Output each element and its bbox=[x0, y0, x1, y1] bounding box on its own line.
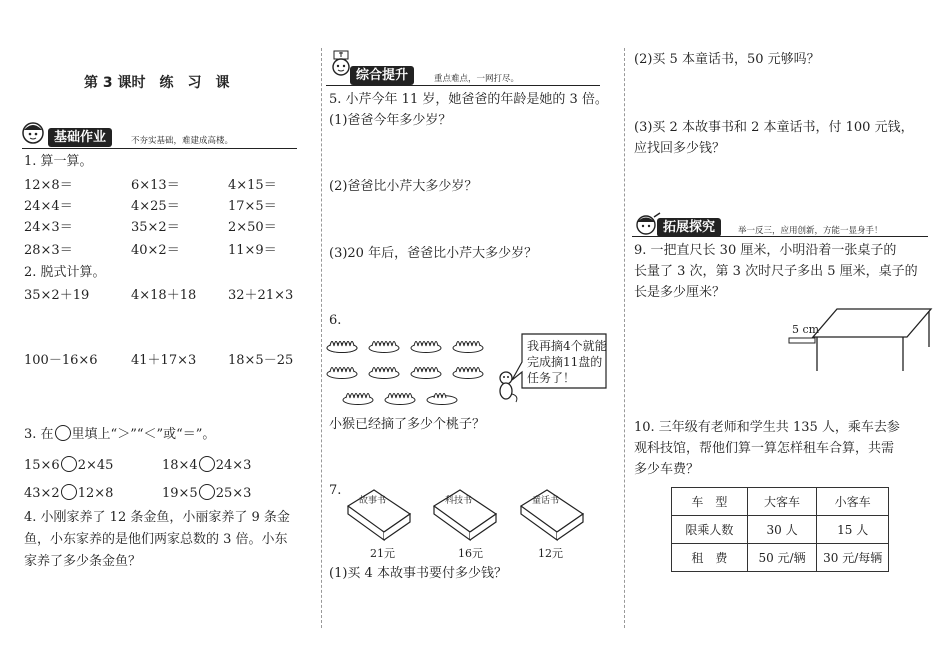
q1-item: 24×3＝ bbox=[24, 220, 73, 235]
q1-item: 4×15＝ bbox=[228, 178, 277, 193]
q7-sub3-line: (3)买 2 本故事书和 2 本童话书，付 100 元钱， bbox=[634, 120, 914, 135]
table-cell: 30 元/每辆 bbox=[817, 544, 889, 572]
q2-item: 18×5－25 bbox=[228, 353, 294, 368]
q3-right: 12×8 bbox=[77, 486, 114, 501]
section-rule-basic bbox=[22, 148, 297, 149]
q5-stem: 5. 小芹今年 11 岁，她爸爸的年龄是她的 3 倍。 bbox=[329, 92, 608, 107]
q1-item: 11×9＝ bbox=[228, 243, 277, 258]
q10-line: 多少车费？ bbox=[634, 462, 700, 477]
q4-line: 鱼，小东家养的是他们两家总数的 3 倍。小东 bbox=[24, 532, 288, 547]
book-title: 科技书 bbox=[445, 496, 473, 506]
table-header-cell: 大客车 bbox=[747, 488, 817, 516]
section-badge-basic: 基础作业 bbox=[48, 128, 112, 147]
q5-sub3: (3)20 年后，爸爸比小芹大多少岁？ bbox=[329, 246, 538, 261]
q7-number: 7. bbox=[329, 483, 342, 498]
table-cell: 50 元/辆 bbox=[747, 544, 817, 572]
q5-sub2: (2)爸爸比小芹大多少岁？ bbox=[329, 179, 478, 194]
q3-left: 43×2 bbox=[24, 486, 60, 501]
q2-item: 32＋21×3 bbox=[228, 288, 294, 303]
q3-pair bbox=[24, 456, 113, 474]
q3-left: 19×5 bbox=[162, 486, 198, 501]
q2-title: 2. 脱式计算。 bbox=[24, 265, 106, 280]
speech-bubble-line: 我再摘4个就能 bbox=[527, 339, 607, 353]
section-slogan-comprehensive: 重点难点，一网打尽。 bbox=[434, 74, 520, 84]
q4-line: 4. 小刚家养了 12 条金鱼，小丽家养了 9 条金 bbox=[24, 510, 290, 525]
section-slogan-basic: 不夯实基础，难建成高楼。 bbox=[131, 136, 234, 146]
section-badge-comprehensive: 综合提升 bbox=[350, 66, 414, 85]
q2-item: 4×18＋18 bbox=[131, 288, 197, 303]
column-divider-left bbox=[321, 48, 322, 628]
table-cell: 15 人 bbox=[817, 516, 889, 544]
table-cell: 30 人 bbox=[747, 516, 817, 544]
book-title: 童话书 bbox=[532, 496, 560, 506]
bus-fee-table bbox=[671, 487, 889, 572]
q4-line: 家养了多少条金鱼？ bbox=[24, 554, 142, 569]
table-row bbox=[672, 488, 889, 516]
lesson-title: 第 3 课时 练 习 课 bbox=[84, 75, 230, 91]
q3-left: 18×4 bbox=[162, 458, 198, 473]
answer-circle-input[interactable] bbox=[61, 484, 77, 500]
table-row bbox=[672, 544, 889, 572]
student-mascot-icon bbox=[20, 120, 50, 146]
q1-item: 28×3＝ bbox=[24, 243, 73, 258]
q9-line: 长是多少厘米？ bbox=[634, 285, 726, 300]
q3-title bbox=[24, 425, 215, 443]
speech-bubble-line: 任务了！ bbox=[527, 371, 576, 385]
q6-question: 小猴已经摘了多少个桃子？ bbox=[329, 417, 486, 432]
q1-item: 40×2＝ bbox=[131, 243, 180, 258]
q2-item: 35×2＋19 bbox=[24, 288, 90, 303]
section-rule-comprehensive bbox=[326, 85, 600, 86]
q3-right: 24×3 bbox=[215, 458, 252, 473]
q3-right: 25×3 bbox=[215, 486, 252, 501]
book-price: 12元 bbox=[538, 547, 563, 560]
table-header-cell: 小客车 bbox=[817, 488, 889, 516]
column-divider-right bbox=[624, 48, 625, 628]
q9-line: 9. 一把直尺长 30 厘米，小明沿着一张桌子的 bbox=[634, 243, 897, 258]
ruler-overhang-label: 5 cm bbox=[792, 323, 820, 336]
book-price: 21元 bbox=[370, 547, 395, 560]
q1-item: 35×2＝ bbox=[131, 220, 180, 235]
section-rule-extension bbox=[632, 236, 928, 237]
book-price: 16元 bbox=[458, 547, 483, 560]
q1-item: 24×4＝ bbox=[24, 199, 73, 214]
section-slogan-extension: 举一反三，应用创新，方能一显身手！ bbox=[738, 226, 883, 236]
q2-item: 100－16×6 bbox=[24, 353, 98, 368]
table-ruler-figure bbox=[785, 305, 935, 375]
q1-item: 17×5＝ bbox=[228, 199, 277, 214]
q1-item: 4×25＝ bbox=[131, 199, 180, 214]
blank-circle-icon bbox=[55, 425, 71, 441]
q7-sub3-line: 应找回多少钱？ bbox=[634, 141, 726, 156]
table-header-cell: 车 型 bbox=[672, 488, 748, 516]
q7-sub1: (1)买 4 本故事书要付多少钱？ bbox=[329, 566, 507, 581]
q10-line: 10. 三年级有老师和学生共 135 人，乘车去参 bbox=[634, 420, 900, 435]
q7-sub2: (2)买 5 本童话书，50 元够吗？ bbox=[634, 52, 820, 67]
section-badge-extension: 拓展探究 bbox=[657, 218, 721, 237]
q3-pair bbox=[24, 484, 113, 502]
q1-item: 12×8＝ bbox=[24, 178, 73, 193]
table-row bbox=[672, 516, 889, 544]
partial-peach-plate-icon bbox=[427, 394, 457, 405]
q3-left: 15×6 bbox=[24, 458, 60, 473]
answer-circle-input[interactable] bbox=[61, 456, 77, 472]
q3-right: 2×45 bbox=[77, 458, 114, 473]
speech-bubble-line: 完成摘11盘的 bbox=[527, 355, 603, 369]
q10-line: 观科技馆，帮他们算一算怎样租车合算，共需 bbox=[634, 441, 895, 456]
table-cell: 限乘人数 bbox=[672, 516, 748, 544]
q9-line: 长量了 3 次，第 3 次时尺子多出 5 厘米，桌子的 bbox=[634, 264, 918, 279]
book-title: 故事书 bbox=[359, 496, 387, 506]
q3-title-before: 3. 在 bbox=[24, 427, 54, 442]
answer-circle-input[interactable] bbox=[199, 484, 215, 500]
q2-item: 41＋17×3 bbox=[131, 353, 197, 368]
answer-circle-input[interactable] bbox=[199, 456, 215, 472]
q1-item: 6×13＝ bbox=[131, 178, 180, 193]
table-cell: 租 费 bbox=[672, 544, 748, 572]
q5-sub1: (1)爸爸今年多少岁？ bbox=[329, 113, 452, 128]
q1-item: 2×50＝ bbox=[228, 220, 277, 235]
q3-title-after: 里填上“＞”“＜”或“＝”。 bbox=[71, 427, 216, 442]
q6-number: 6. bbox=[329, 313, 342, 328]
peach-plates-figure bbox=[326, 332, 506, 412]
q3-pair bbox=[162, 456, 251, 474]
q3-pair bbox=[162, 484, 251, 502]
q1-title: 1. 算一算。 bbox=[24, 154, 93, 169]
